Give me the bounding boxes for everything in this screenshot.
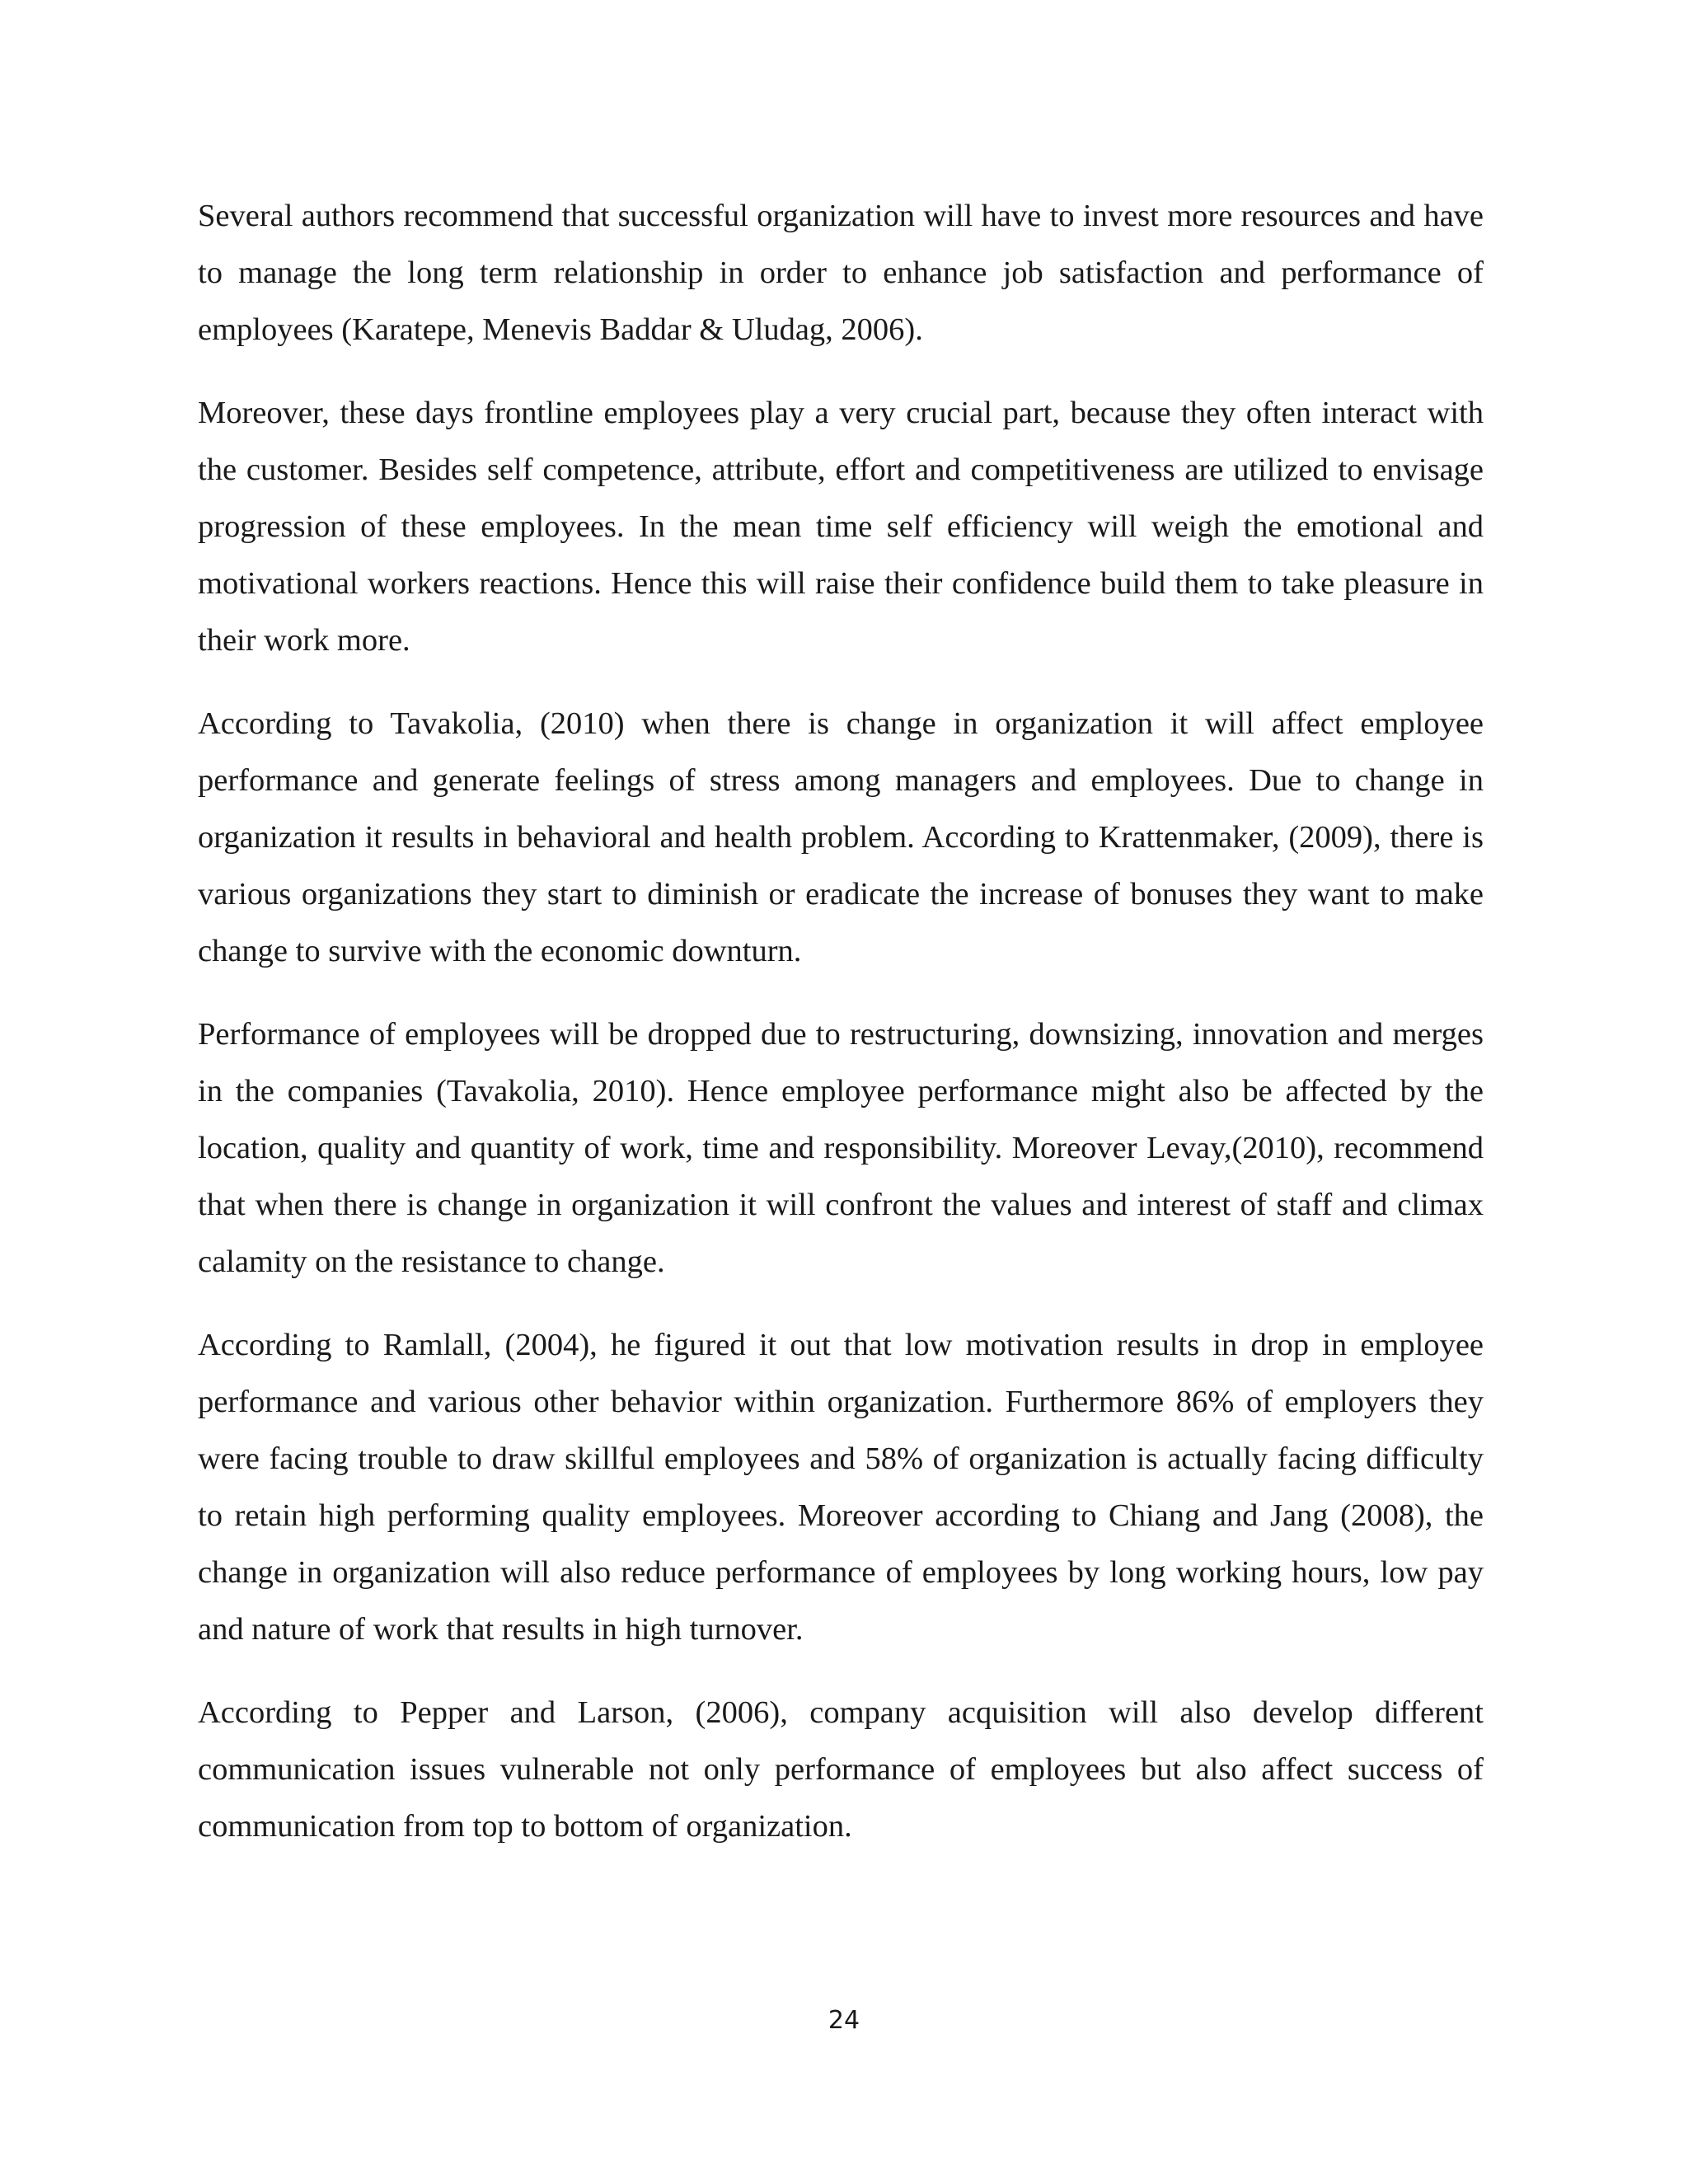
- paragraph-2: Moreover, these days frontline employees play a very crucial part, because they often interact with the customer. Besides self competence, attribute, effort and competitiveness are utilized to envisage progression of these employees. In the mean time self efficiency will weigh the emotional and motivational workers reactions. Hence this will raise their confidence build them to take pleasure in their work more.: [198, 396, 1484, 658]
- body-text: [198, 188, 1484, 1882]
- paragraph-1: Several authors recommend that successful organization will have to invest more resources and have to manage the long term relationship in order to enhance job satisfaction and performance of employees (Karatepe, Menevis Baddar & Uludag, 2006).: [198, 199, 1484, 347]
- paragraph-5: According to Ramlall, (2004), he figured it out that low motivation results in drop in employee performance and various other behavior within organization. Furthermore 86% of employers they were facing trouble to draw skillful employees and 58% of organization is actually facing difficulty to retain high performing quality employees. Moreover according to Chiang and Jang (2008), the change in organization will also reduce performance of employees by long working hours, low pay and nature of work that results in high turnover.: [198, 1328, 1484, 1647]
- paragraph-6: According to Pepper and Larson, (2006), company acquisition will also develop different communication issues vulnerable not only performance of employees but also affect success of communication from top to bottom of organization.: [198, 1695, 1484, 1844]
- paragraph-4: Performance of employees will be dropped due to restructuring, downsizing, innovation and merges in the companies (Tavakolia, 2010). Hence employee performance might also be affected by the location, quality and quantity of work, time and responsibility. Moreover Levay,(2010), recommend that when there is change in organization it will confront the values and interest of staff and climax calamity on the resistance to change.: [198, 1017, 1484, 1279]
- page-number: 24: [828, 2006, 860, 2035]
- paragraph-3: According to Tavakolia, (2010) when there is change in organization it will affect employee performance and generate feelings of stress among managers and employees. Due to change in organization it results in behavioral and health problem. According to Krattenmaker, (2009), there is various organizations they start to diminish or eradicate the increase of bonuses they want to make change to survive with the economic downturn.: [198, 706, 1484, 968]
